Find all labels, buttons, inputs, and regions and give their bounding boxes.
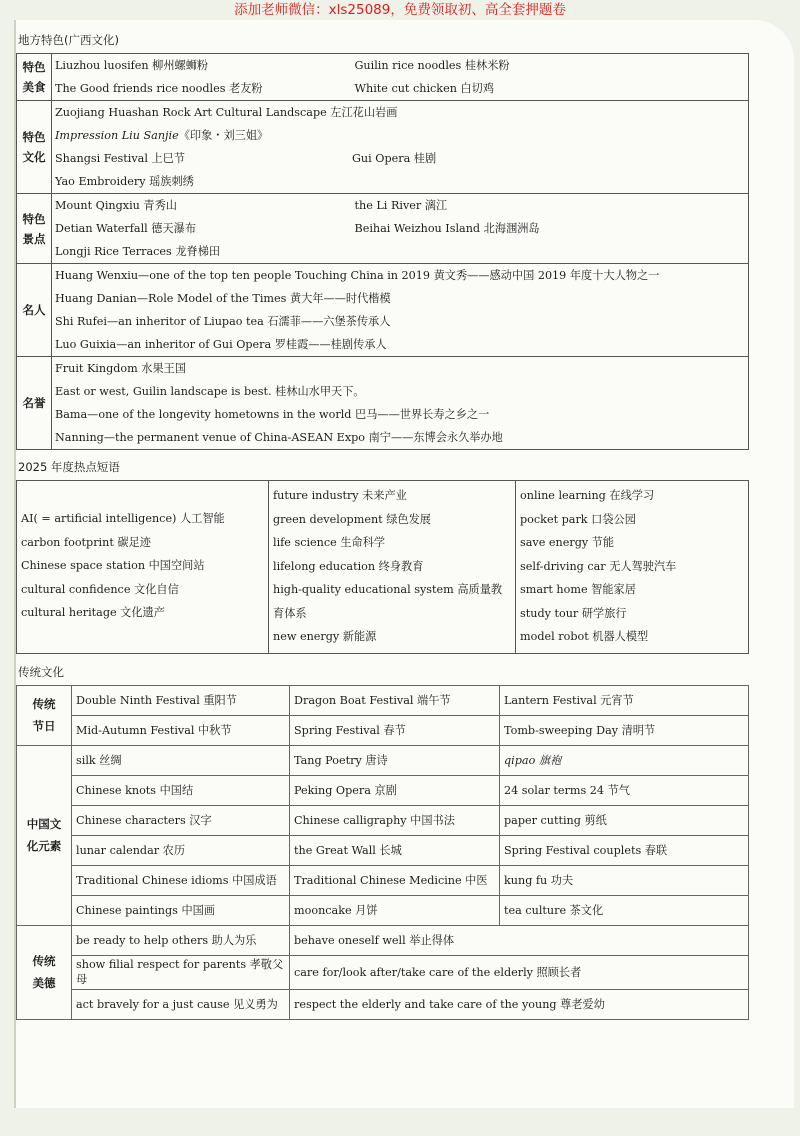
list-item: the Li River 漓江 — [354, 199, 448, 212]
list-item: green development 绿色发展 — [273, 512, 431, 526]
table-cell: Spring Festival 春节 — [290, 715, 500, 745]
list-item: smart home 智能家居 — [520, 583, 636, 596]
category-cell: 传统 美德 — [17, 925, 72, 1019]
list-item: cultural heritage 文化遗产 — [21, 606, 165, 619]
table-cell: Tang Poetry 唐诗 — [290, 745, 500, 775]
list-item: model robot 机器人模型 — [520, 630, 649, 643]
table-cell: respect the elderly and take care of the young 尊老爱幼 — [290, 989, 749, 1019]
category-cell: 特色 美食 — [17, 54, 52, 101]
list-item-text: Gui Opera 桂剧 — [352, 152, 437, 165]
cell-text: qipao 旗袍 — [504, 754, 562, 767]
table-row — [17, 775, 749, 805]
category-cell: 名誉 — [17, 357, 52, 450]
table-cell: Chinese characters 汉字 — [72, 805, 290, 835]
table-row — [17, 835, 749, 865]
table-row — [17, 194, 749, 264]
table-cell: behave oneself well 举止得体 — [290, 925, 749, 955]
list-item: Huang Danian—Role Model of the Times 黄大年——时代楷模 — [55, 292, 391, 305]
hot-phrases-table — [16, 480, 749, 654]
category-cell: 特色 文化 — [17, 101, 52, 194]
italic-title: Impression Liu Sanjie — [55, 129, 179, 142]
table-cell: paper cutting 剪纸 — [500, 805, 749, 835]
table-row — [17, 745, 749, 775]
table-cell: Spring Festival couplets 春联 — [500, 835, 749, 865]
traditional-culture-table — [16, 685, 749, 1020]
list-item: AI( = artificial intelligence) 人工智能 — [21, 512, 225, 525]
table-cell: kung fu 功夫 — [500, 865, 749, 895]
content — [16, 32, 748, 1020]
table-cell: the Great Wall 长城 — [290, 835, 500, 865]
table-cell: care for/look after/take care of the elderly 照顾长者 — [290, 955, 749, 989]
list-item: cultural confidence 文化自信 — [21, 582, 179, 596]
list-item: Luo Guixia—an inheritor of Gui Opera 罗桂霞——桂剧传承人 — [55, 338, 387, 351]
list-item: Nanning—the permanent venue of China-ASEAN Expo 南宁——东博会永久举办地 — [55, 431, 503, 444]
table-cell: Double Ninth Festival 重阳节 — [72, 685, 290, 715]
list-item: Longji Rice Terraces 龙脊梯田 — [55, 245, 221, 258]
list-item: pocket park 口袋公园 — [520, 512, 636, 526]
list-item: Detian Waterfall 德天瀑布 — [55, 222, 197, 235]
list-item: Guilin rice noodles 桂林米粉 — [354, 59, 510, 72]
right-cell — [352, 194, 749, 264]
list-item: high-quality educational system 高质量教育体系 — [273, 583, 503, 620]
top-banner — [0, 0, 800, 20]
table-cell: Mid-Autumn Festival 中秋节 — [72, 715, 290, 745]
table-row — [17, 805, 749, 835]
table-row — [17, 357, 749, 450]
list-item: carbon footprint 碳足迹 — [21, 535, 151, 549]
table-cell: Peking Opera 京剧 — [290, 775, 500, 805]
category-cell: 名人 — [17, 264, 52, 357]
list-item: self-driving car 无人驾驶汽车 — [520, 559, 677, 573]
culture-cell — [52, 101, 749, 194]
full-cell — [52, 357, 749, 450]
table-cell: Tomb-sweeping Day 清明节 — [500, 715, 749, 745]
table-cell: silk 丝绸 — [72, 745, 290, 775]
list-item-text: Shangsi Festival 上巳节 — [55, 152, 186, 165]
table-row — [17, 925, 749, 955]
table-cell: Traditional Chinese idioms 中国成语 — [72, 865, 290, 895]
list-item: Shi Rufei—an inheritor of Liupao tea 石濡菲——六堡茶传承人 — [55, 315, 391, 328]
table-row — [17, 715, 749, 745]
list-item: online learning 在线学习 — [520, 489, 655, 502]
list-item: Liuzhou luosifen 柳州螺蛳粉 — [55, 59, 209, 72]
table-row — [17, 895, 749, 925]
list-item: Huang Wenxiu—one of the top ten people Touching China in 2019 黄文秀——感动中国 2019 年度十大人物之一 — [55, 269, 660, 282]
list-item: Zuojiang Huashan Rock Art Cultural Landscape 左江花山岩画 — [55, 106, 398, 119]
list-item — [55, 124, 745, 147]
list-item: Yao Embroidery 瑶族刺绣 — [55, 175, 194, 188]
section-title-local: 地方特色(广西文化) — [18, 33, 119, 47]
phrases-col-2 — [269, 481, 516, 654]
category-cell: 传统 节日 — [17, 685, 72, 745]
table-cell: act bravely for a just cause 见义勇为 — [72, 989, 290, 1019]
list-item: life science 生命科学 — [273, 536, 386, 549]
table-row — [17, 685, 749, 715]
list-item: lifelong education 终身教育 — [273, 559, 424, 573]
table-cell: mooncake 月饼 — [290, 895, 500, 925]
section-title-hot: 2025 年度热点短语 — [18, 460, 120, 474]
table-cell: tea culture 茶文化 — [500, 895, 749, 925]
list-item: Bama—one of the longevity hometowns in the world 巴马——世界长寿之乡之一 — [55, 408, 490, 421]
list-item: The Good friends rice noodles 老友粉 — [55, 82, 263, 95]
list-item: new energy 新能源 — [273, 630, 377, 643]
list-item: save energy 节能 — [520, 536, 615, 549]
table-cell: 24 solar terms 24 节气 — [500, 775, 749, 805]
table-row — [17, 264, 749, 357]
right-cell — [352, 54, 749, 101]
table-cell: lunar calendar 农历 — [72, 835, 290, 865]
list-item: Chinese space station 中国空间站 — [21, 559, 205, 572]
banner-text: 添加老师微信：xls25089，免费领取初、高全套押题卷 — [234, 2, 566, 18]
table-row — [17, 481, 749, 654]
phrases-col-1 — [17, 481, 269, 654]
list-item: Beihai Weizhou Island 北海涠洲岛 — [354, 222, 540, 235]
full-cell — [52, 264, 749, 357]
table-cell: Lantern Festival 元宵节 — [500, 685, 749, 715]
list-item-text: 《印象・刘三姐》 — [178, 129, 269, 142]
category-cell: 中国文 化元素 — [17, 745, 72, 925]
list-item — [55, 147, 745, 170]
table-row — [17, 54, 749, 101]
left-cell — [52, 194, 352, 264]
table-row — [17, 955, 749, 989]
table-row — [17, 989, 749, 1019]
table-cell: Traditional Chinese Medicine 中医 — [290, 865, 500, 895]
list-item: Mount Qingxiu 青秀山 — [55, 199, 177, 212]
table-cell: Chinese paintings 中国画 — [72, 895, 290, 925]
table-cell: show filial respect for parents 孝敬父母 — [72, 955, 290, 989]
table-row — [17, 865, 749, 895]
category-cell: 特色 景点 — [17, 194, 52, 264]
list-item: future industry 未来产业 — [273, 489, 407, 502]
table-row — [17, 101, 749, 194]
table-cell: Chinese calligraphy 中国书法 — [290, 805, 500, 835]
table-cell: be ready to help others 助人为乐 — [72, 925, 290, 955]
table-cell — [500, 745, 749, 775]
table-cell: Dragon Boat Festival 端午节 — [290, 685, 500, 715]
left-cell — [52, 54, 352, 101]
phrases-col-3 — [516, 481, 749, 654]
list-item: East or west, Guilin landscape is best. 桂林山水甲天下。 — [55, 385, 365, 398]
list-item: study tour 研学旅行 — [520, 606, 627, 620]
list-item: White cut chicken 白切鸡 — [354, 82, 495, 95]
local-table — [16, 53, 749, 450]
section-title-trad: 传统文化 — [18, 664, 64, 679]
list-item: Fruit Kingdom 水果王国 — [55, 362, 187, 375]
table-cell: Chinese knots 中国结 — [72, 775, 290, 805]
